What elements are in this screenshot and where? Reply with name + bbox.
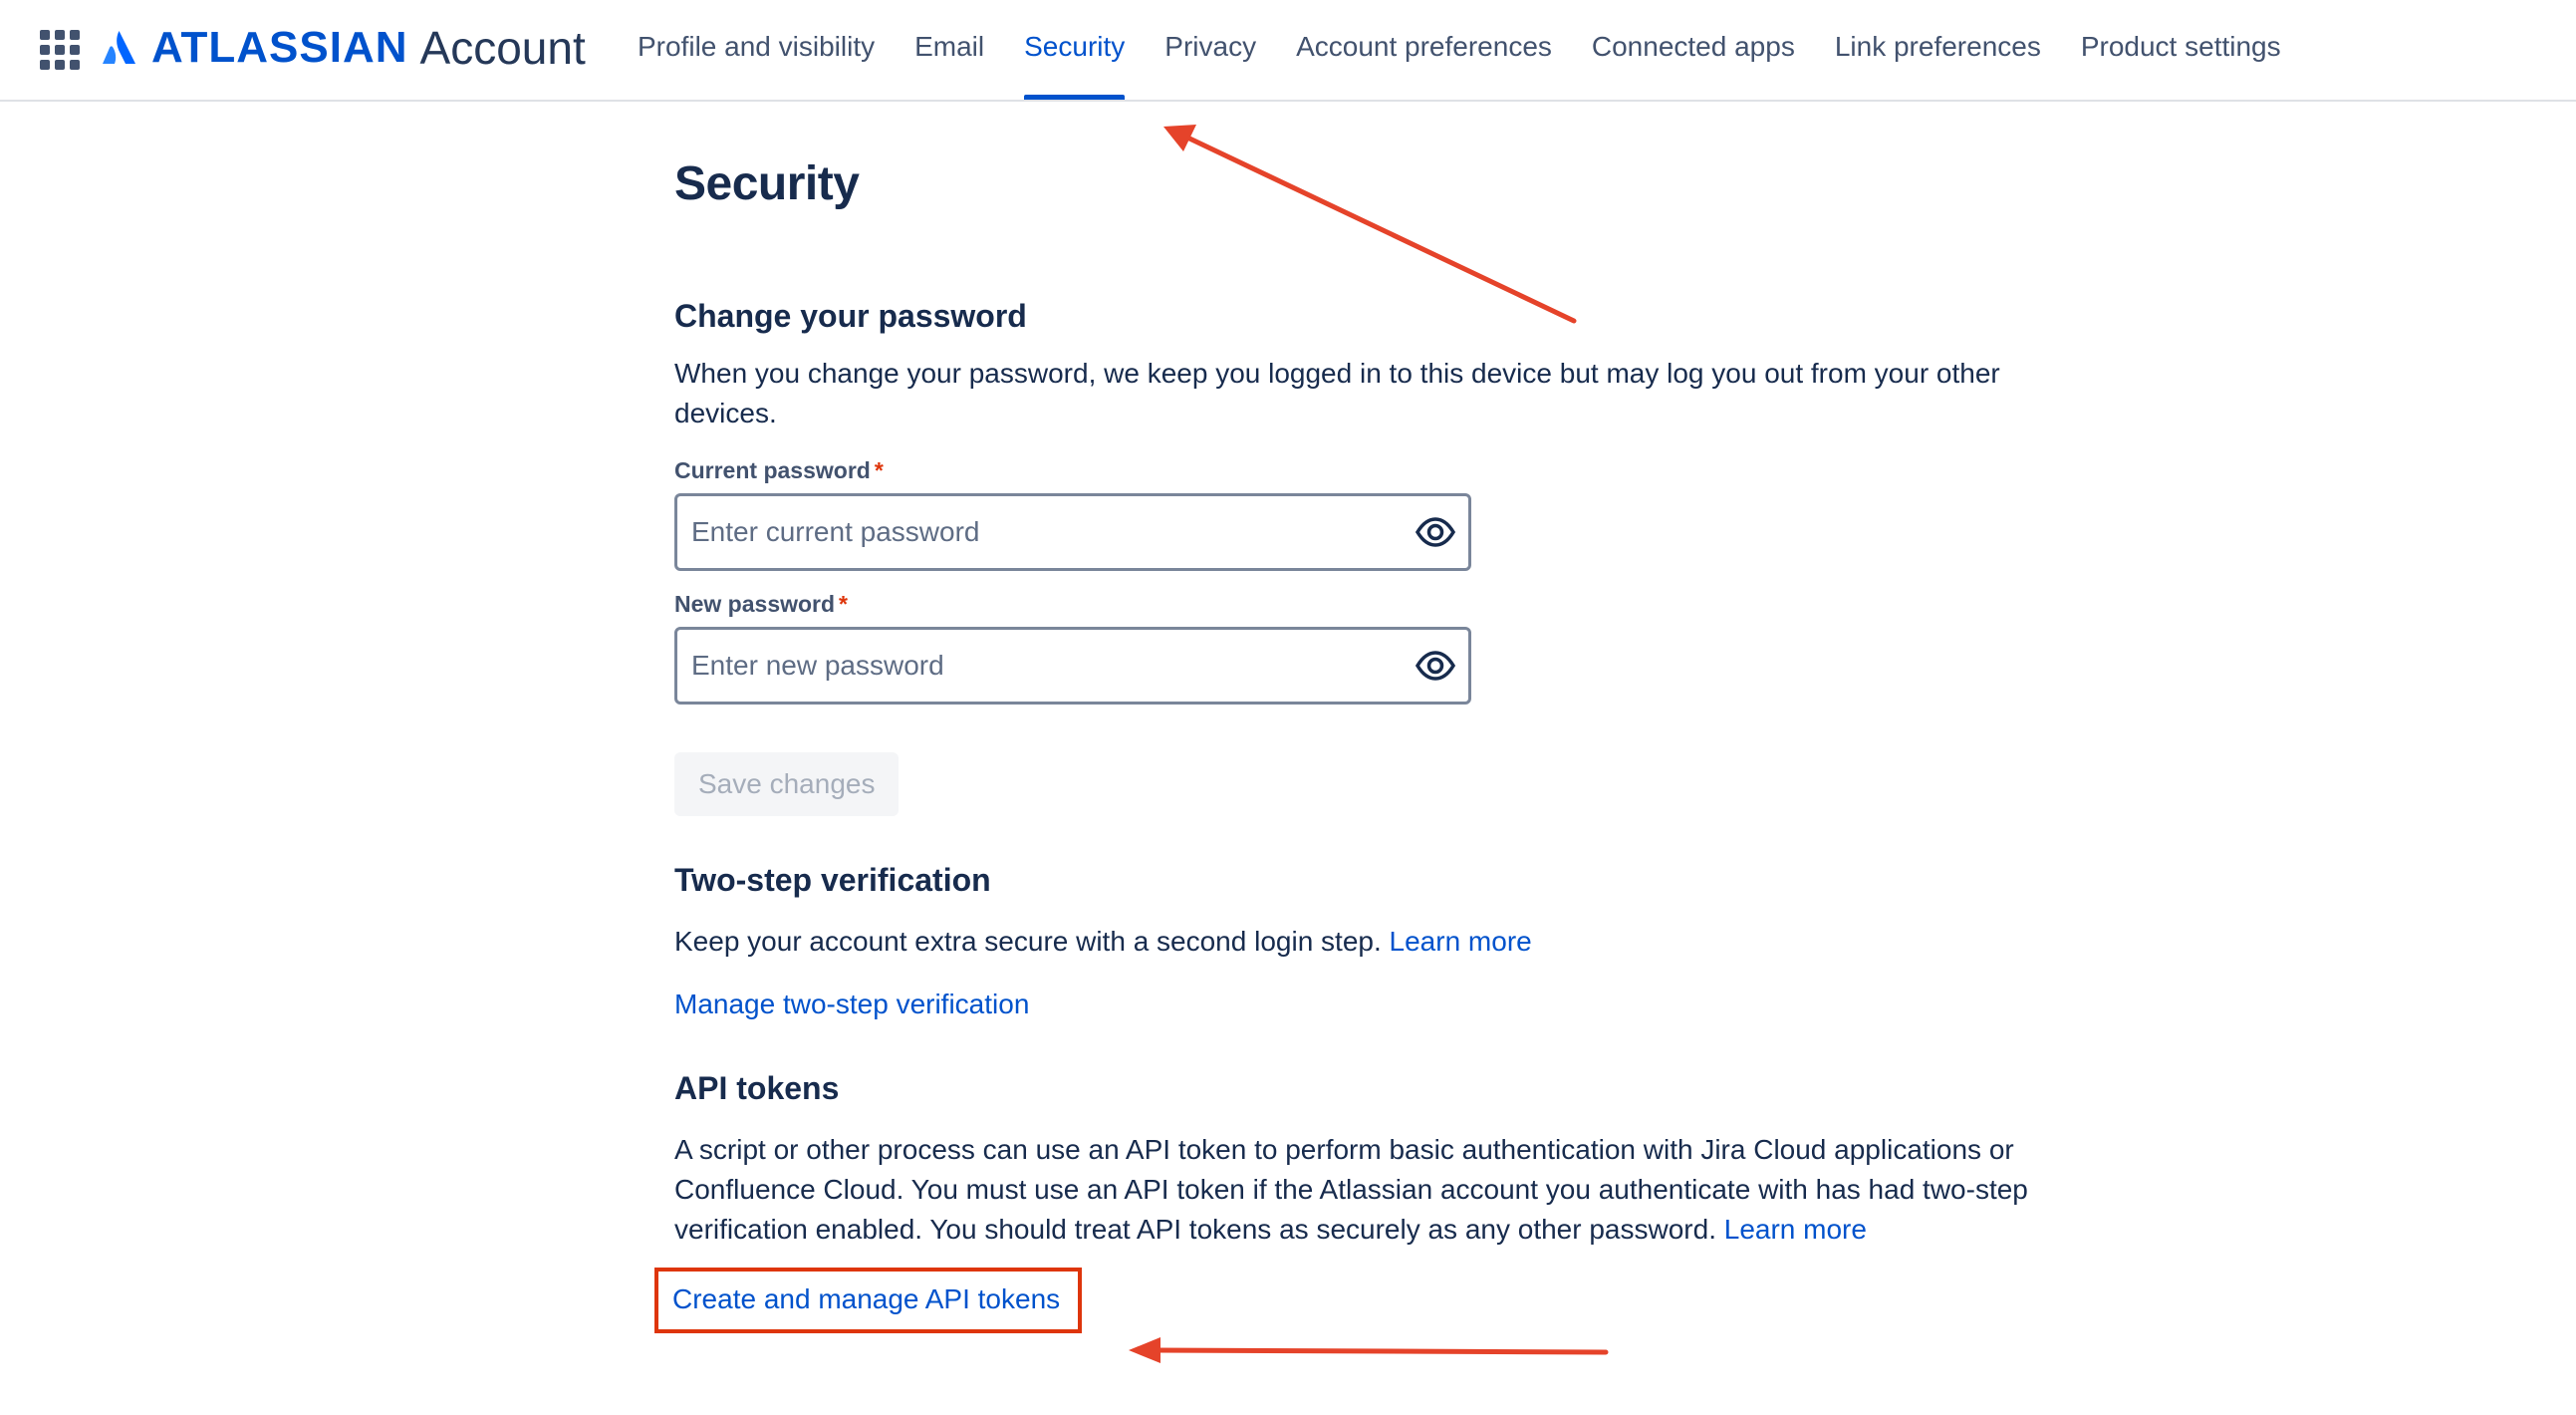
current-password-field (674, 493, 1471, 571)
api-tokens-description: A script or other process can use an API token to perform basic authentication with Jira Cloud applications or Confluence Cloud. You must use an API token if the Atlassian account you authenticate with has had two-step verification enabled. You should treat API tokens as securely as any other password. (674, 1134, 2028, 1245)
new-password-label (674, 589, 2109, 619)
required-marker: * (839, 591, 848, 617)
tab-connected-apps[interactable]: Connected apps (1591, 31, 1795, 62)
create-api-tokens-link[interactable]: Create and manage API tokens (672, 1283, 1061, 1314)
api-tokens-section (674, 1066, 2109, 1333)
api-tokens-heading: API tokens (674, 1070, 840, 1106)
atlassian-logo-icon (102, 29, 137, 67)
current-password-label (674, 455, 2109, 485)
new-password-field (674, 627, 1471, 705)
required-marker: * (874, 457, 884, 483)
new-password-input[interactable] (677, 630, 1389, 702)
current-password-input[interactable] (677, 496, 1389, 568)
api-tokens-description-row (674, 1130, 2109, 1250)
manage-two-step-link[interactable]: Manage two-step verification (674, 989, 1030, 1019)
new-password-label-text: New password (674, 591, 836, 617)
change-password-heading: Change your password (674, 298, 1027, 334)
tab-privacy[interactable]: Privacy (1164, 31, 1257, 62)
show-current-password-button[interactable] (1413, 510, 1458, 554)
app-switcher-grid-icon[interactable] (40, 30, 80, 70)
api-tokens-learn-more-link[interactable]: Learn more (1723, 1214, 1867, 1245)
tab-link-preferences[interactable]: Link preferences (1834, 31, 2041, 62)
annotation-highlight-box (654, 1268, 1082, 1333)
eye-icon (1416, 651, 1455, 681)
two-step-heading: Two-step verification (674, 862, 991, 898)
two-step-learn-more-link[interactable]: Learn more (1389, 926, 1532, 957)
manage-two-step-row (674, 985, 2109, 1024)
show-new-password-button[interactable] (1413, 644, 1458, 688)
logo-brand-text: ATLASSIAN (151, 23, 408, 72)
tab-product-settings[interactable]: Product settings (2080, 31, 2281, 62)
change-password-description: When you change your password, we keep you logged in to this device but may log you out from your other devices. (674, 358, 2000, 428)
save-changes-button[interactable]: Save changes (674, 752, 899, 816)
atlassian-logo[interactable] (102, 20, 586, 76)
tab-email[interactable]: Email (914, 31, 985, 62)
nav-tabs (618, 0, 2301, 100)
eye-icon (1416, 517, 1455, 547)
logo-product-text: Account (419, 22, 586, 74)
current-password-label-text: Current password (674, 457, 871, 483)
page-title: Security (674, 157, 860, 210)
tab-account-preferences[interactable]: Account preferences (1296, 31, 1552, 62)
tab-security[interactable]: Security (1004, 0, 1145, 100)
two-step-description-row (674, 922, 2109, 962)
two-step-description: Keep your account extra secure with a second login step. (674, 926, 1382, 957)
api-tokens-link-row (674, 1268, 2109, 1333)
annotation-arrow-to-api-tokens-link (1129, 1337, 1606, 1363)
change-password-section (674, 294, 2109, 816)
top-navigation (0, 0, 2576, 102)
save-button-row (674, 752, 2109, 816)
tab-profile-and-visibility[interactable]: Profile and visibility (638, 31, 876, 62)
main-content (674, 149, 2109, 1333)
two-step-section (674, 858, 2109, 1024)
